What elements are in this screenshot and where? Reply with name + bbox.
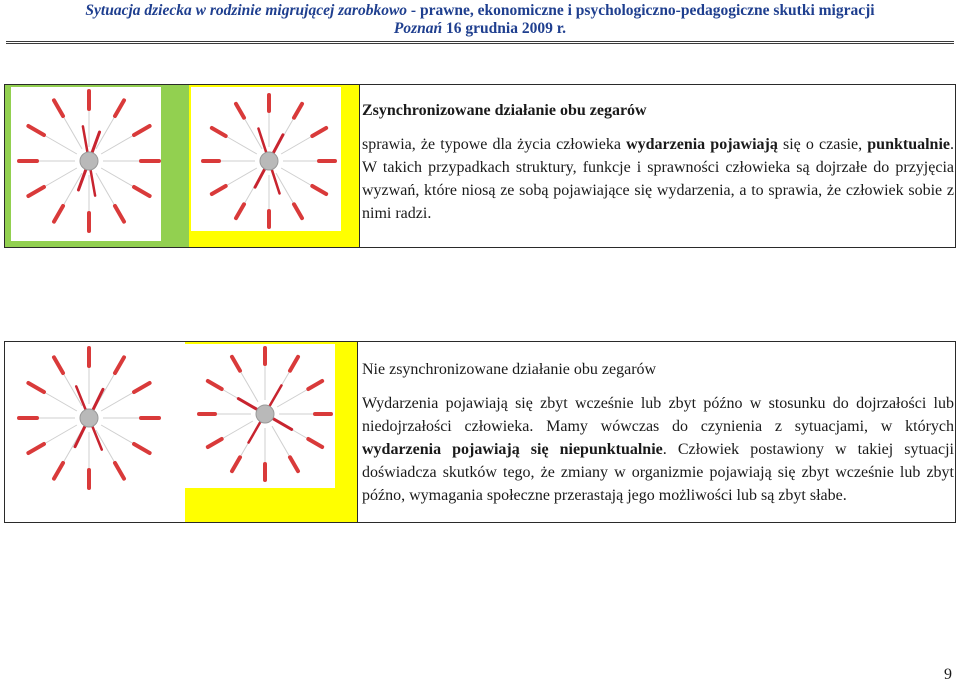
clock-hour-marker xyxy=(290,357,298,371)
clock-spoke xyxy=(44,392,77,411)
wall-clock-icon xyxy=(11,344,161,498)
section-body xyxy=(362,392,954,507)
section-body xyxy=(362,133,954,225)
clock-spoke xyxy=(277,389,308,407)
clock-hour-marker xyxy=(312,186,326,194)
clock-spoke xyxy=(281,136,312,154)
clock-hour-marker xyxy=(294,204,302,218)
clock-hour-marker xyxy=(28,126,44,135)
clock-hour-marker xyxy=(308,439,322,447)
clock-spoke xyxy=(44,168,77,187)
header-place: Poznań xyxy=(393,20,443,37)
clock-spoke xyxy=(101,425,134,444)
clock-hour-marker xyxy=(236,104,244,118)
body-emphasis: wydarzenia pojawiają xyxy=(626,136,778,153)
clock-hour-marker xyxy=(28,444,44,453)
wall-clock-icon xyxy=(185,344,335,488)
clock-hour-marker xyxy=(28,187,44,196)
clock-center xyxy=(256,405,274,423)
clock-center xyxy=(80,409,98,427)
clock-hour-marker xyxy=(290,457,298,471)
clock-hour-marker xyxy=(115,100,124,116)
body-text: sprawia, że typowe dla życia człowieka xyxy=(362,136,627,153)
section-text xyxy=(362,358,954,507)
column-divider xyxy=(357,342,358,522)
header-line-1 xyxy=(0,2,960,20)
body-text: się o czasie, xyxy=(777,136,868,153)
clock-hour-marker xyxy=(208,381,222,389)
clock-center xyxy=(260,152,278,170)
clock-spoke xyxy=(281,168,312,186)
clock-spoke xyxy=(272,426,290,457)
header-title: Sytuacja dziecka w rodzinie migrującej zarobkowo xyxy=(85,2,408,19)
section-title: Nie zsynchronizowane działanie obu zegarów xyxy=(362,361,657,378)
clock-hour-marker xyxy=(134,383,150,392)
clock-hour-marker xyxy=(134,187,150,196)
page-number: 9 xyxy=(944,666,952,683)
clock-spoke xyxy=(101,168,134,187)
clock-hour-marker xyxy=(232,357,240,371)
clock-hour-marker xyxy=(115,357,124,373)
clock-spoke xyxy=(96,173,115,206)
body-text: . W takich przypadkach struktury, funkcje i sprawności człowieka są dojrzałe do przyjęcia wyzwań, które niosą ze sobą pojawiające się wydarzenia, a to sprawia, że człowiek sobie z nimi radzi. xyxy=(362,136,954,222)
clock-hour-marker xyxy=(54,463,63,479)
clock-hour-marker xyxy=(232,457,240,471)
clock-spoke xyxy=(63,373,82,406)
document-header xyxy=(0,0,960,42)
clock-spoke xyxy=(226,136,257,154)
wall-clock-icon xyxy=(191,87,341,231)
clock-spoke xyxy=(44,425,77,444)
clock-hour-marker xyxy=(115,463,124,479)
wall-clock-icon xyxy=(11,87,161,241)
header-rule xyxy=(6,41,954,44)
clock-hour-marker xyxy=(134,444,150,453)
body-emphasis: punktualnie xyxy=(867,136,950,153)
clock-hour-marker xyxy=(294,104,302,118)
header-line-2 xyxy=(0,20,960,38)
clock-hour-marker xyxy=(115,206,124,222)
clock-hour-marker xyxy=(54,100,63,116)
body-text: Wydarzenia pojawiają się zbyt wcześnie lub zbyt późno w stosunku do dojrzałości lub niedojrzałości człowieka. Mamy wówczas do czynienia z sytuacjami, w których xyxy=(362,395,954,435)
clock-hour-marker xyxy=(28,383,44,392)
clock-hour-marker xyxy=(312,128,326,136)
header-subtitle: - prawne, ekonomiczne i psychologiczno-pedagogiczne skutki migracji xyxy=(407,2,875,19)
clock-hour-marker xyxy=(54,206,63,222)
section-text xyxy=(362,99,954,225)
section-synchronized xyxy=(4,84,956,248)
column-divider xyxy=(359,85,360,247)
clock-hour-marker xyxy=(134,126,150,135)
body-emphasis: wydarzenia pojawiają się niepunktualnie xyxy=(362,441,663,458)
clock-hour-marker xyxy=(212,128,226,136)
header-date: 16 grudnia 2009 r. xyxy=(442,20,567,37)
section-not-synchronized xyxy=(4,341,956,523)
clock-spoke xyxy=(101,135,134,154)
clock-spoke xyxy=(101,392,134,411)
clock-hour-marker xyxy=(236,204,244,218)
clock-hour-marker xyxy=(212,186,226,194)
clock-center xyxy=(80,152,98,170)
clock-spoke xyxy=(226,168,257,186)
clock-spoke xyxy=(44,135,77,154)
clock-spoke xyxy=(63,116,82,149)
section-title: Zsynchronizowane działanie obu zegarów xyxy=(362,102,647,119)
body-text: . Człowiek postawiony w takiej sytuacji doświadcza skutków tego, że zmiany w organizmie pojawiają się zbyt wcześnie lub zbyt późno, wymagania społeczne przerastają jego możliwości lub są zbyt słabe. xyxy=(362,441,955,504)
clock-spoke xyxy=(240,371,258,402)
clock-hour-marker xyxy=(208,439,222,447)
clock-spoke xyxy=(96,430,115,463)
clock-hour-marker xyxy=(54,357,63,373)
clock-spoke xyxy=(222,421,253,439)
clock-hour-marker xyxy=(308,381,322,389)
